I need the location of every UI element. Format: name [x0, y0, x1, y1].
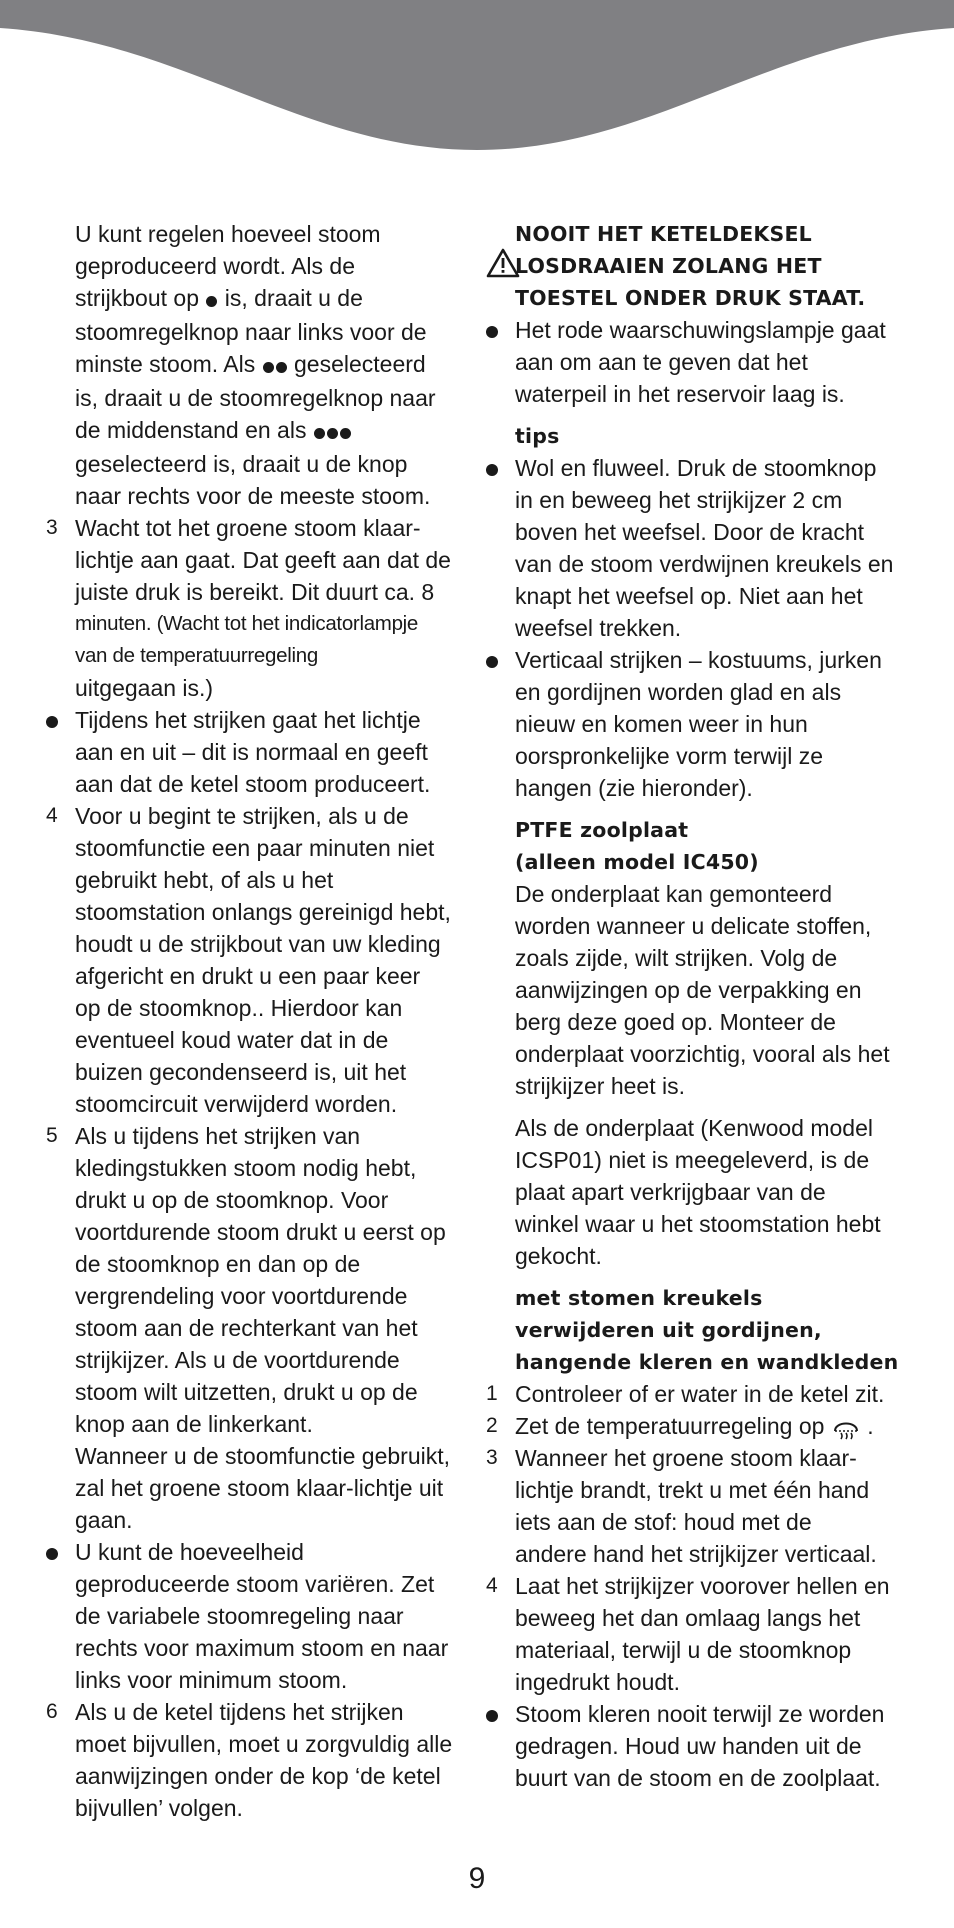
- bullet: [46, 1536, 68, 1568]
- text-line: U kunt de hoeveelheid: [75, 1538, 304, 1565]
- text-line: Tijdens het strijken gaat het lichtje: [75, 706, 421, 733]
- text-line: in en beweeg het strijkijzer 2 cm: [515, 487, 843, 513]
- text-line: stoom wilt uitzetten, drukt u op de: [75, 1378, 418, 1405]
- text-line: NOOIT HET KETELDEKSEL: [515, 222, 812, 246]
- text-line: materiaal, terwijl u de stoomknop: [515, 1637, 852, 1663]
- text-line: uitgegaan is.): [75, 674, 214, 701]
- text-line: de middenstand en als: [75, 414, 471, 448]
- numbered-item: [486, 1410, 922, 1442]
- text-line: rechts voor maximum stoom en naar: [75, 1634, 449, 1661]
- bullet: [486, 1698, 508, 1730]
- steam-symbol-icon: [831, 1415, 861, 1441]
- text-line: houdt u de strijkbout van uw kleding: [75, 930, 441, 957]
- text-line: knapt het weefsel op. Niet aan het: [515, 583, 863, 609]
- text-line: eventueel koud water dat in de: [75, 1026, 389, 1053]
- text-line: moet bijvullen, moet u zorgvuldig alle: [75, 1730, 453, 1757]
- numbered-item: [486, 1378, 922, 1410]
- text-line: knop aan de linkerkant.: [75, 1410, 313, 1437]
- bullet-item: [46, 1536, 471, 1696]
- text-line: LOSDRAAIEN ZOLANG HET: [515, 254, 822, 278]
- text-line: stoomfunctie een paar minuten niet: [75, 834, 435, 861]
- text-line: links voor minimum stoom.: [75, 1666, 348, 1693]
- text-line: aan en uit – dit is normaal en geeft: [75, 738, 428, 765]
- step-number: 3: [486, 1446, 498, 1469]
- text-line: bijvullen’ volgen.: [75, 1794, 243, 1821]
- text-line: strijkbout op is, draait u de: [75, 282, 471, 316]
- text-line: vergrendeling voor voortdurende: [75, 1282, 408, 1309]
- text-line: nieuw en komen weer in hun: [515, 711, 808, 737]
- text-line: PTFE zoolplaat: [515, 818, 689, 842]
- text-line: hangen (zie hieronder).: [515, 775, 753, 801]
- text-line: U kunt regelen hoeveel stoom: [75, 221, 381, 247]
- warning-block: [486, 218, 922, 314]
- text-line: winkel waar u het stoomstation hebt: [515, 1211, 881, 1237]
- text-line: op de stoomknop.. Hierdoor kan: [75, 994, 403, 1021]
- step-number: 4: [486, 1574, 498, 1597]
- text-line: gedragen. Houd uw handen uit de: [515, 1733, 862, 1759]
- text-line: stoom aan de rechterkant van het: [75, 1314, 418, 1341]
- text-line: Wanneer het groene stoom klaar-: [515, 1445, 857, 1471]
- numbered-item: [486, 1570, 922, 1698]
- text-line: TOESTEL ONDER DRUK STAAT.: [515, 286, 866, 310]
- text-line: beweeg het dan omlaag langs het: [515, 1605, 861, 1631]
- bullet-dot: [486, 464, 498, 476]
- text-line: zoals zijde, wilt strijken. Volg de: [515, 945, 838, 971]
- text-line: Laat het strijkijzer voorover hellen en: [515, 1573, 890, 1599]
- text-line: Zet de temperatuurregeling op .: [515, 1413, 874, 1439]
- text-line: gebruikt hebt, of als u het: [75, 866, 334, 893]
- warning-triangle-icon: [486, 248, 520, 278]
- bullet: [486, 314, 508, 346]
- text-line: gekocht.: [515, 1243, 602, 1269]
- text-line: andere hand het strijkijzer verticaal.: [515, 1541, 877, 1567]
- text-line: ingedrukt houdt.: [515, 1669, 680, 1695]
- text-line: stoomcircuit verwijderd worden.: [75, 1090, 398, 1117]
- text-line: verwijderen uit gordijnen,: [515, 1318, 822, 1342]
- left-column: [46, 218, 471, 1824]
- text-line: buurt van de stoom en de zoolplaat.: [515, 1765, 881, 1791]
- text-line: de stoomknop en dan op de: [75, 1250, 361, 1277]
- ptfe-paragraph: [486, 878, 922, 1102]
- bullet-dot: [46, 716, 58, 728]
- text-line: juiste druk is bereikt. Dit duurt ca. 8: [75, 578, 435, 605]
- steam-level-symbol: [205, 284, 218, 316]
- text-line: minste stoom. Als geselecteerd: [75, 348, 471, 382]
- text-line: onderplaat voorzichtig, vooral als het: [515, 1041, 890, 1067]
- header-wave-band: [0, 0, 954, 175]
- text-line: (alleen model IC450): [515, 850, 759, 874]
- text-line: Stoom kleren nooit terwijl ze worden: [515, 1701, 885, 1727]
- text-line: Wacht tot het groene stoom klaar-: [75, 514, 421, 541]
- text-line: worden wanneer u delicate stoffen,: [515, 913, 872, 939]
- step-number: 1: [486, 1382, 498, 1405]
- text-line: met stomen kreukels: [515, 1286, 763, 1310]
- text-line: plaat apart verkrijgbaar van de: [515, 1179, 826, 1205]
- text-line: gaan.: [75, 1506, 133, 1533]
- bullet-dot: [486, 656, 498, 668]
- warning-heading: [486, 218, 922, 314]
- step-number: 6: [46, 1699, 58, 1723]
- ptfe-paragraph: [486, 1112, 922, 1272]
- text-line: waterpeil in het reservoir laag is.: [515, 381, 845, 407]
- numbered-item: [46, 800, 471, 1120]
- text-line: weefsel trekken.: [515, 615, 682, 641]
- bullet: [486, 452, 508, 484]
- bullet-dot: [486, 1710, 498, 1722]
- text-line: drukt u op de stoomknop. Voor: [75, 1186, 389, 1213]
- text-line: strijkijzer. Als u de voortdurende: [75, 1346, 400, 1373]
- intro-paragraph: [46, 218, 471, 512]
- step-number: 5: [46, 1123, 58, 1147]
- text-line: stoomstation onlangs gereinigd hebt,: [75, 898, 451, 925]
- text-line: lichtje aan gaat. Dat geeft aan dat de: [75, 546, 451, 573]
- text-line: Als u de ketel tijdens het strijken: [75, 1698, 404, 1725]
- text-line: De onderplaat kan gemonteerd: [515, 881, 833, 907]
- numbered-item: [46, 1696, 471, 1824]
- bullet: [46, 704, 68, 736]
- text-line: oorspronkelijke vorm terwijl ze: [515, 743, 824, 769]
- text-line: ICSP01) niet is meegeleverd, is de: [515, 1147, 870, 1173]
- numbered-item: [486, 1442, 922, 1570]
- steam-level-symbol: [262, 350, 288, 382]
- text-line: de variabele stoomregeling naar: [75, 1602, 404, 1629]
- text-line: minuten. (Wacht tot het indicatorlampje: [75, 611, 419, 635]
- ptfe-heading: [486, 814, 922, 878]
- text-line: Als u tijdens het strijken van: [75, 1122, 361, 1149]
- steam-heading: [486, 1282, 922, 1378]
- text-line: iets aan de stof: houd met de: [515, 1509, 812, 1535]
- text-line: zal het groene stoom klaar-lichtje uit: [75, 1474, 444, 1501]
- text-line: geproduceerde stoom variëren. Zet: [75, 1570, 435, 1597]
- bullet-item: [486, 1698, 922, 1794]
- right-column: [486, 218, 922, 1794]
- text-line: Als de onderplaat (Kenwood model: [515, 1115, 874, 1141]
- text-line: aan dat de ketel stoom produceert.: [75, 770, 431, 797]
- text-line: van de stoom verdwijnen kreukels en: [515, 551, 894, 577]
- step-number: 4: [46, 803, 58, 827]
- text-line: geproduceerd wordt. Als de: [75, 253, 356, 279]
- text-line: stoomregelknop naar links voor de: [75, 318, 427, 345]
- text-line: lichtje brandt, trekt u met één hand: [515, 1477, 870, 1503]
- text-line: hangende kleren en wandkleden: [515, 1350, 899, 1374]
- bullet-item: [486, 452, 922, 644]
- bullet-dot: [486, 326, 498, 338]
- step-number: 3: [46, 515, 58, 539]
- text-line: Het rode waarschuwingslampje gaat: [515, 317, 886, 343]
- text-line: geselecteerd is, draait u de knop: [75, 450, 408, 477]
- text-line: Wanneer u de stoomfunctie gebruikt,: [75, 1442, 451, 1469]
- text-line: aanwijzingen onder de kop ‘de ketel: [75, 1762, 441, 1789]
- page-number: 9: [468, 1862, 486, 1895]
- steam-level-symbol: [313, 416, 352, 448]
- bullet: [486, 644, 508, 676]
- text-line: aanwijzingen op de verpakking en: [515, 977, 862, 1003]
- text-line: Wol en fluweel. Druk de stoomknop: [515, 455, 877, 481]
- text-line: Controleer of er water in de ketel zit.: [515, 1381, 885, 1407]
- step-number: 2: [486, 1414, 498, 1437]
- text-line: afgericht en drukt u een paar keer: [75, 962, 421, 989]
- text-line: naar rechts voor de meeste stoom.: [75, 482, 431, 509]
- text-line: voortdurende stoom drukt u eerst op: [75, 1218, 446, 1245]
- bullet-item: [486, 644, 922, 804]
- text-line: aan om aan te geven dat het: [515, 349, 808, 375]
- text-line: boven het weefsel. Door de kracht: [515, 519, 865, 545]
- bullet-item: [46, 704, 471, 800]
- tips-heading: tips: [515, 424, 560, 448]
- text-line: Voor u begint te strijken, als u de: [75, 802, 409, 829]
- text-line: kledingstukken stoom nodig hebt,: [75, 1154, 417, 1181]
- numbered-item: [46, 512, 471, 704]
- text-line: van de temperatuurregeling: [75, 643, 318, 667]
- text-line: Verticaal strijken – kostuums, jurken: [515, 647, 882, 673]
- text-line: buizen gecondenseerd is, uit het: [75, 1058, 407, 1085]
- bullet-item: [486, 314, 922, 410]
- text-line: berg deze goed op. Monteer de: [515, 1009, 836, 1035]
- bullet-dot: [46, 1548, 58, 1560]
- text-line: en gordijnen worden glad en als: [515, 679, 842, 705]
- numbered-item: [46, 1120, 471, 1536]
- text-line: is, draait u de stoomregelknop naar: [75, 384, 436, 411]
- text-line: strijkijzer heet is.: [515, 1073, 685, 1099]
